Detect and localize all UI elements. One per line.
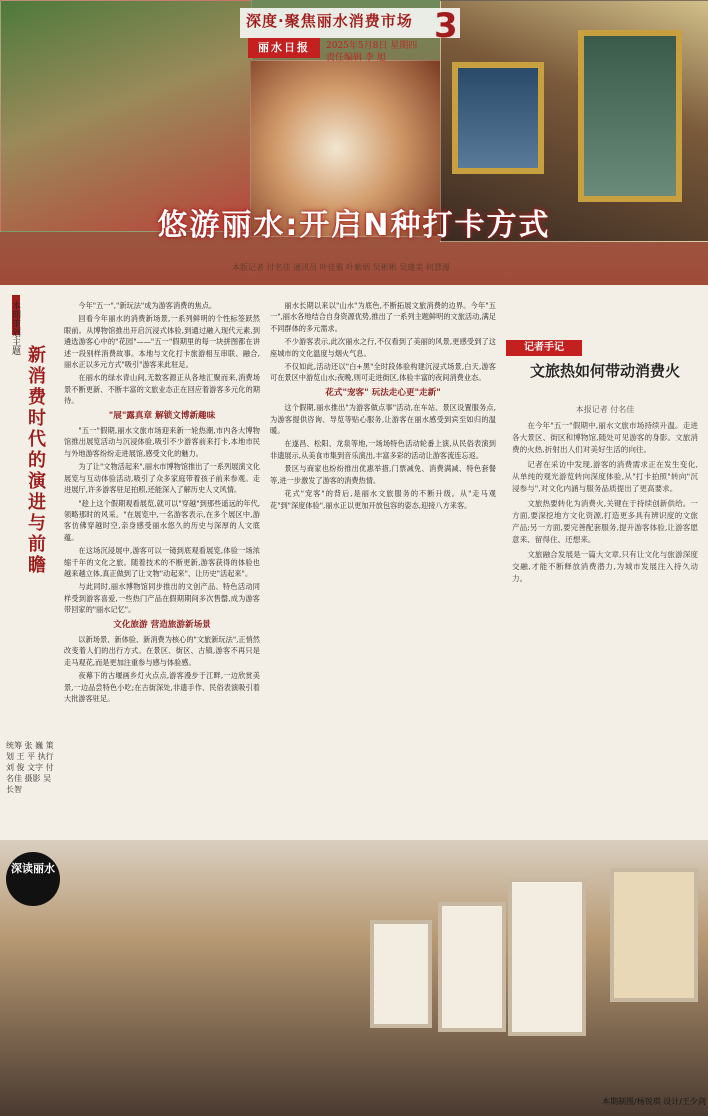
reporter-note-body: [512, 420, 698, 588]
artwork-panel: [370, 920, 432, 1028]
paragraph: 今年"五一","新玩法"成为游客消费的焦点。: [78, 301, 217, 310]
dateline: 2025年5月8日 星期四: [326, 41, 418, 51]
paragraph: 在这场沉浸展中,游客可以一镜到底观看展览,体验一场浓缩千年的文化之旅。随着技术的不断更新,游客获得的体验也越来越立体,真正做到了让文物"动起来"、让历史"活起来"。: [64, 546, 260, 578]
paragraph: 不仅如此,活动还以"白+黑"全时段体验构建沉浸式场景,白天,游客可在景区中游览山水;夜晚,则可走进街区,体验丰富的夜间消费业态。: [270, 362, 496, 383]
staff-credits: 统筹 张 巍 策划 王 平 执行 刘 俊 文字 付名佳 摄影 吴长智: [6, 741, 54, 794]
paragraph: 与此同时,丽水博物馆同步推出的文创产品、特色活动同样受到游客喜爱,一些热门产品在假期期间多次售罄,成为游客带回家的"丽水记忆"。: [64, 582, 260, 615]
paragraph: 文旅热要转化为消费火,关键在于持续创新供给。一方面,要深挖地方文化资源,打造更多具有辨识度的文旅产品;另一方面,要完善配套服务,提升游客体验,让游客愿意来、留得住、还想来。: [512, 499, 698, 544]
painting-frame: [452, 62, 544, 174]
article-column-left: [64, 300, 260, 706]
paragraph: 记者在采访中发现,游客的消费需求正在发生变化,从单纯的观光游览转向深度体验,从"打卡拍照"转向"沉浸参与",对文化内涵与服务品质提出了更高要求。: [512, 460, 698, 493]
paragraph: 在丽水的绿水青山间,无数客源正从各地汇聚而来,消费场景不断更新、不断丰富的文旅业态正在回应着游客多元化的期待。: [64, 373, 260, 406]
paragraph: "五一"假期,丽水文旅市场迎来新一轮热潮,市内各大博物馆推出展览活动与沉浸体验,吸引不少游客前来打卡,本地市民与外地游客纷纷走进展馆,感受文化的魅力。: [64, 426, 260, 458]
paragraph: 以新场景、新体验、新消费为核心的"文旅新玩法",正悄然改变着人们的出行方式。在景区、街区、古镇,游客不再只是走马观花,而是更加注重参与感与体验感。: [64, 634, 260, 667]
reporter-note-byline: 本报记者 付名佳: [575, 405, 635, 414]
paragraph: 丽水长期以来以"山水"为底色,不断拓展文旅消费的边界。今年"五一",丽水各地结合自身资源优势,推出了一系列主题鲜明的文旅活动,满足不同群体的多元需求。: [270, 301, 496, 333]
page-number: 3: [434, 6, 458, 46]
subheading: 文化旅游 营造旅游新场景: [113, 619, 211, 630]
paragraph: "趁上这个假期观看展览,就可以"穿越"到那些遥远的年代,领略那时的风采。"在展览中,一名游客表示,在多个展区中,游客仿佛穿越时空,亲身感受丽水悠久的历史与深厚的人文底蕴。: [64, 498, 260, 542]
artwork-panel: [508, 878, 586, 1036]
paragraph: 不少游客表示,此次丽水之行,不仅看到了美丽的风景,更感受到了这座城市的文化温度与烟火气息。: [270, 337, 496, 358]
subheading: "展"露真章 解锁文博新趣味: [108, 410, 216, 421]
paragraph: 为了让"文物活起来",丽水市博物馆推出了一系列展演文化展览与互动体验活动,吸引了众多家庭带着孩子前来参观。走进展厅,许多游客驻足拍照,还能深入了解历史人文风情。: [64, 462, 260, 495]
photo-credit: 本版记者 付名佳 通讯员 叶佳雅 叶紫炳 吴彬彬 吴建美 何慧漫: [232, 263, 450, 272]
reporter-note-label: 记者手记: [506, 340, 582, 356]
left-sidebar: [0, 285, 56, 745]
subheading: 花式"宠客" 玩法走心更"走新": [325, 387, 441, 398]
paragraph: 花式"宠客"的背后,是丽水文旅服务的不断升级。从"走马观花"到"深度体验",丽水正以更加开放包容的姿态,迎接八方来客。: [270, 489, 496, 510]
gallery-visitors-photo: [0, 840, 708, 1116]
newspaper-logo: 丽水日报: [248, 38, 320, 58]
article-column-right: [270, 300, 496, 513]
paragraph: 在今年"五一"假期中,丽水文旅市场持续升温。走进各大景区、街区和博物馆,随处可见游客的身影。文旅消费的火热,折射出人们对美好生活的向往。: [512, 421, 698, 454]
paragraph: 夜幕下的古堰画乡灯火点点,游客漫步于江畔,一边欣赏美景,一边品尝特色小吃;在古街深处,非遗手作、民俗表演吸引着大批游客驻足。: [64, 671, 260, 703]
paragraph: 这个假期,丽水推出"为游客做点事"活动,在车站、景区设置服务点,为游客提供咨询、导览等贴心服务,让游客在丽水感受到宾至如归的温暖。: [270, 403, 496, 436]
column-stamp: 深读丽水: [6, 852, 60, 906]
paragraph: 景区与商家也纷纷推出优惠举措,门票减免、消费满减、特色套餐等,进一步激发了游客的消费热情。: [270, 464, 496, 485]
painting-frame: [578, 30, 682, 202]
vertical-title: 新消费时代的演进与前瞻: [25, 345, 46, 576]
editor-line: 责任编辑 李 旭: [326, 53, 386, 63]
section-title: 深度·聚焦丽水消费市场: [246, 12, 413, 30]
page-footer: 本期制图/杨锐琪 设计/王少剑: [602, 1097, 706, 1106]
paragraph: 在遂昌、松阳、龙泉等地,一场场特色活动轮番上演,从民俗表演到非遗展示,从美食市集到音乐演出,丰富多彩的活动让游客流连忘返。: [270, 439, 496, 460]
folk-performance-photo: [0, 0, 252, 232]
paragraph: 文旅融合发展是一篇大文章,只有让文化与旅游深度交融,才能不断释放消费潜力,为城市发展注入持久动力。: [512, 550, 698, 583]
main-headline: 悠游丽水:开启N种打卡方式: [157, 208, 551, 243]
paragraph: 回看今年丽水的消费新场景,一系列鲜明的个性标签跃然眼前。从博物馆推出开启沉浸式体验,到通过融入现代元素,到遴选游客心中的"花园"——"五一"假期里的每一块拼图都在讲述一段别样消费故事。本地与文化打卡旅游相互串联、融合,丽水正以多元方式"吸引"游客来此驻足。: [64, 314, 260, 370]
reporter-note-title: 文旅热如何带动消费火: [529, 362, 680, 380]
artwork-panel: [610, 868, 698, 1002]
artwork-panel: [438, 902, 506, 1032]
series-label: 本期策划主题: [10, 301, 20, 355]
